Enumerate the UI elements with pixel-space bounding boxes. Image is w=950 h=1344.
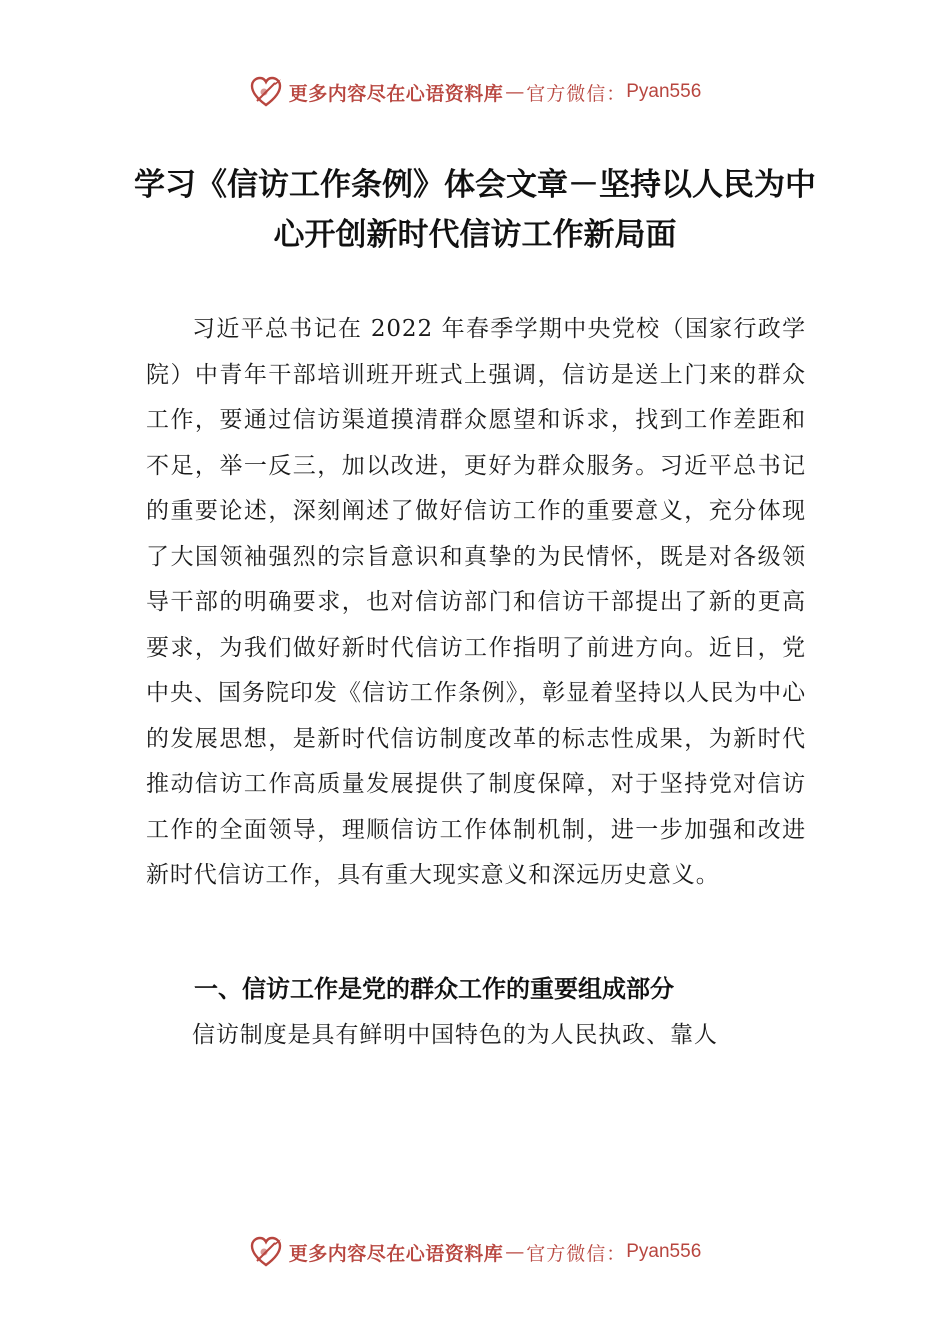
body-paragraph-2: 信访制度是具有鲜明中国特色的为人民执政、靠人 <box>192 1022 718 1048</box>
banner-wechat-label: 官方微信： <box>526 82 627 105</box>
heart-quill-logo-icon <box>249 1235 283 1269</box>
banner-dash: — <box>505 81 525 103</box>
banner-dash: — <box>505 1241 525 1263</box>
banner-brand-text: 更多内容尽在心语资料库 <box>288 82 504 105</box>
heart-quill-logo-icon <box>249 75 283 109</box>
footer-watermark-banner <box>0 1232 950 1272</box>
banner-wechat-id: Pyan556 <box>626 81 702 102</box>
banner-wechat-label: 官方微信： <box>526 1242 627 1265</box>
document-title: 学习《信访工作条例》体会文章－坚持以人民为中心开创新时代信访工作新局面 <box>134 167 816 253</box>
banner-wechat-id: Pyan556 <box>626 1241 702 1262</box>
section-heading-1: 一、信访工作是党的群众工作的重要组成部分 <box>194 975 674 1003</box>
banner-brand-text: 更多内容尽在心语资料库 <box>288 1242 504 1265</box>
body-paragraph-1: 习近平总书记在 2022 年春季学期中央党校（国家行政学院）中青年干部培训班开班式上强调，信访是送上门来的群众工作，要通过信访渠道摸清群众愿望和诉求，找到工作差距和不足，举一反三，加以改进，更好为群众服务。习近平总书记的重要论述，深刻阐述了做好信访工作的重要意义，充分体现了大国领袖强烈的宗旨意识和真挚的为民情怀，既是对各级领导干部的明确要求，也对信访部门和信访干部提出了新的更高要求，为我们做好新时代信访工作指明了前进方向。近日，党中央、国务院印发《信访工作条例》，彰显着坚持以人民为中心的发展思想，是新时代信访制度改革的标志性成果，为新时代推动信访工作高质量发展提供了制度保障，对于坚持党对信访工作的全面领导，理顺信访工作体制机制，进一步加强和改进新时代信访工作，具有重大现实意义和深远历史意义。 <box>146 316 806 888</box>
header-watermark-banner <box>0 72 950 112</box>
